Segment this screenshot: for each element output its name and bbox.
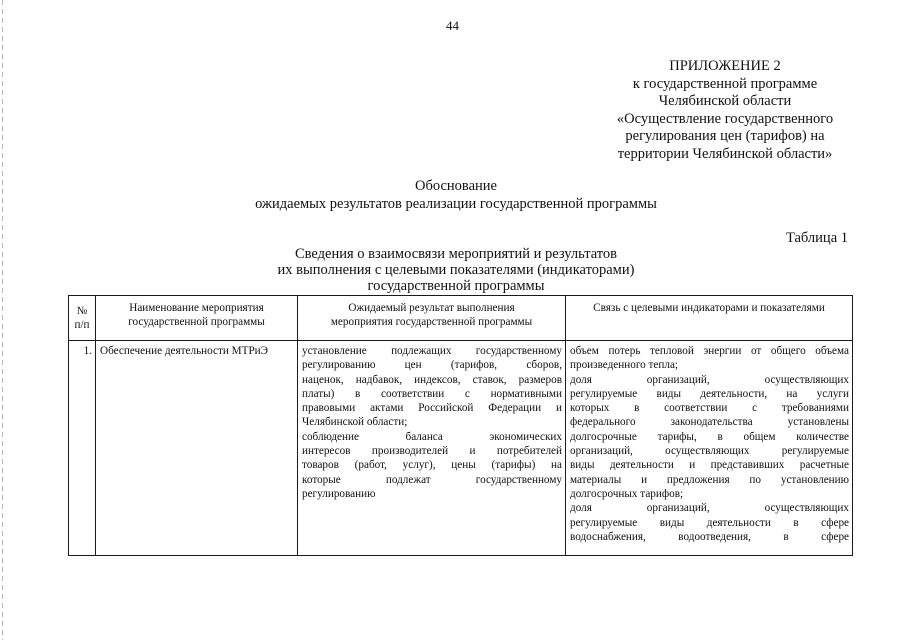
- link-line: долгосрочные тарифы, в общем количестве: [570, 430, 849, 443]
- header-activity-line: государственной программы: [128, 316, 265, 329]
- row-activity: Обеспечение деятельности МТРиЭ: [100, 345, 269, 357]
- link-line: доля организаций, осуществляющих: [570, 502, 849, 515]
- link-line: объем потерь тепловой энергии от общего объема: [570, 345, 849, 357]
- appendix-line: регулирования цен (тарифов) на: [625, 128, 825, 145]
- link-line: произведенного тепла;: [570, 359, 679, 372]
- header-activity-line: Наименование мероприятия: [129, 302, 264, 314]
- appendix-line: территории Челябинской области»: [617, 145, 833, 162]
- result-line: Челябинской области;: [302, 416, 408, 429]
- result-line: которые подлежат государственному: [302, 473, 562, 486]
- table-title-line: Сведения о взаимосвязи мероприятий и результатов: [294, 246, 618, 262]
- row-link: [566, 341, 852, 556]
- link-line: которых в соответствии с требованиями: [570, 402, 849, 415]
- document-title: [0, 178, 905, 213]
- appendix-line: Челябинской области: [658, 93, 792, 110]
- page-number: 44: [446, 18, 459, 33]
- header-number: [69, 296, 95, 340]
- result-line: платы) в соответствии с нормативными: [302, 387, 562, 400]
- link-line: материалы и предложения по установлению: [570, 473, 849, 486]
- header-link-line: Связь с целевыми индикаторами и показателями: [593, 302, 825, 314]
- header-number-line: №: [76, 305, 88, 317]
- result-line: соблюдение баланса экономических: [302, 430, 562, 443]
- header-number-line: п/п: [74, 319, 90, 332]
- result-line: наценок, надбавок, индексов, ставок, размеров: [302, 373, 562, 386]
- scan-edge-marks: [2, 0, 3, 640]
- link-line: виды деятельности и представивших расчетные: [570, 459, 849, 472]
- table-title-line: их выполнения с целевыми показателями (индикаторами): [277, 261, 635, 278]
- link-line: долгосрочных тарифов;: [570, 487, 684, 500]
- header-link: [566, 296, 852, 340]
- link-line: водоснабжения, водоотведения, в сфере: [570, 530, 849, 543]
- appendix-heading: [560, 58, 890, 164]
- result-line: установление подлежащих государственному: [302, 345, 562, 357]
- link-line: регулируемые виды деятельности, на услуги: [570, 387, 849, 400]
- document-title-line: Обоснование: [415, 178, 497, 194]
- result-line: регулированию цен (тарифов, сборов,: [302, 359, 562, 372]
- document-title-line: ожидаемых результатов реализации государственной программы: [255, 195, 657, 212]
- appendix-line: «Осуществление государственного: [616, 110, 834, 127]
- results-table: [68, 295, 853, 556]
- link-line: организаций, осуществляющих регулируемые: [570, 445, 849, 458]
- appendix-line: к государственной программе: [632, 75, 818, 92]
- appendix-line: ПРИЛОЖЕНИЕ 2: [669, 58, 781, 74]
- table-title-line: государственной программы: [367, 277, 545, 294]
- header-result-line: мероприятия государственной программы: [330, 316, 533, 329]
- row-result: [298, 341, 565, 556]
- result-line: правовыми актами Российской Федерации и: [302, 402, 562, 415]
- header-result-line: Ожидаемый результат выполнения: [348, 302, 515, 314]
- result-line: товаров (работ, услуг), цены (тарифы) на: [302, 459, 562, 472]
- result-line: регулированию: [302, 487, 376, 500]
- table-title: [0, 247, 905, 294]
- link-line: федерального законодательства установлены: [570, 416, 849, 429]
- result-line: интересов производителей и потребителей: [302, 445, 562, 458]
- link-line: регулируемые виды деятельности в сфере: [570, 516, 849, 529]
- table-label: Таблица 1: [785, 230, 848, 246]
- row-number: 1.: [83, 345, 92, 357]
- header-result: [298, 296, 565, 340]
- header-activity: [96, 296, 297, 340]
- link-line: доля организаций, осуществляющих: [570, 373, 849, 386]
